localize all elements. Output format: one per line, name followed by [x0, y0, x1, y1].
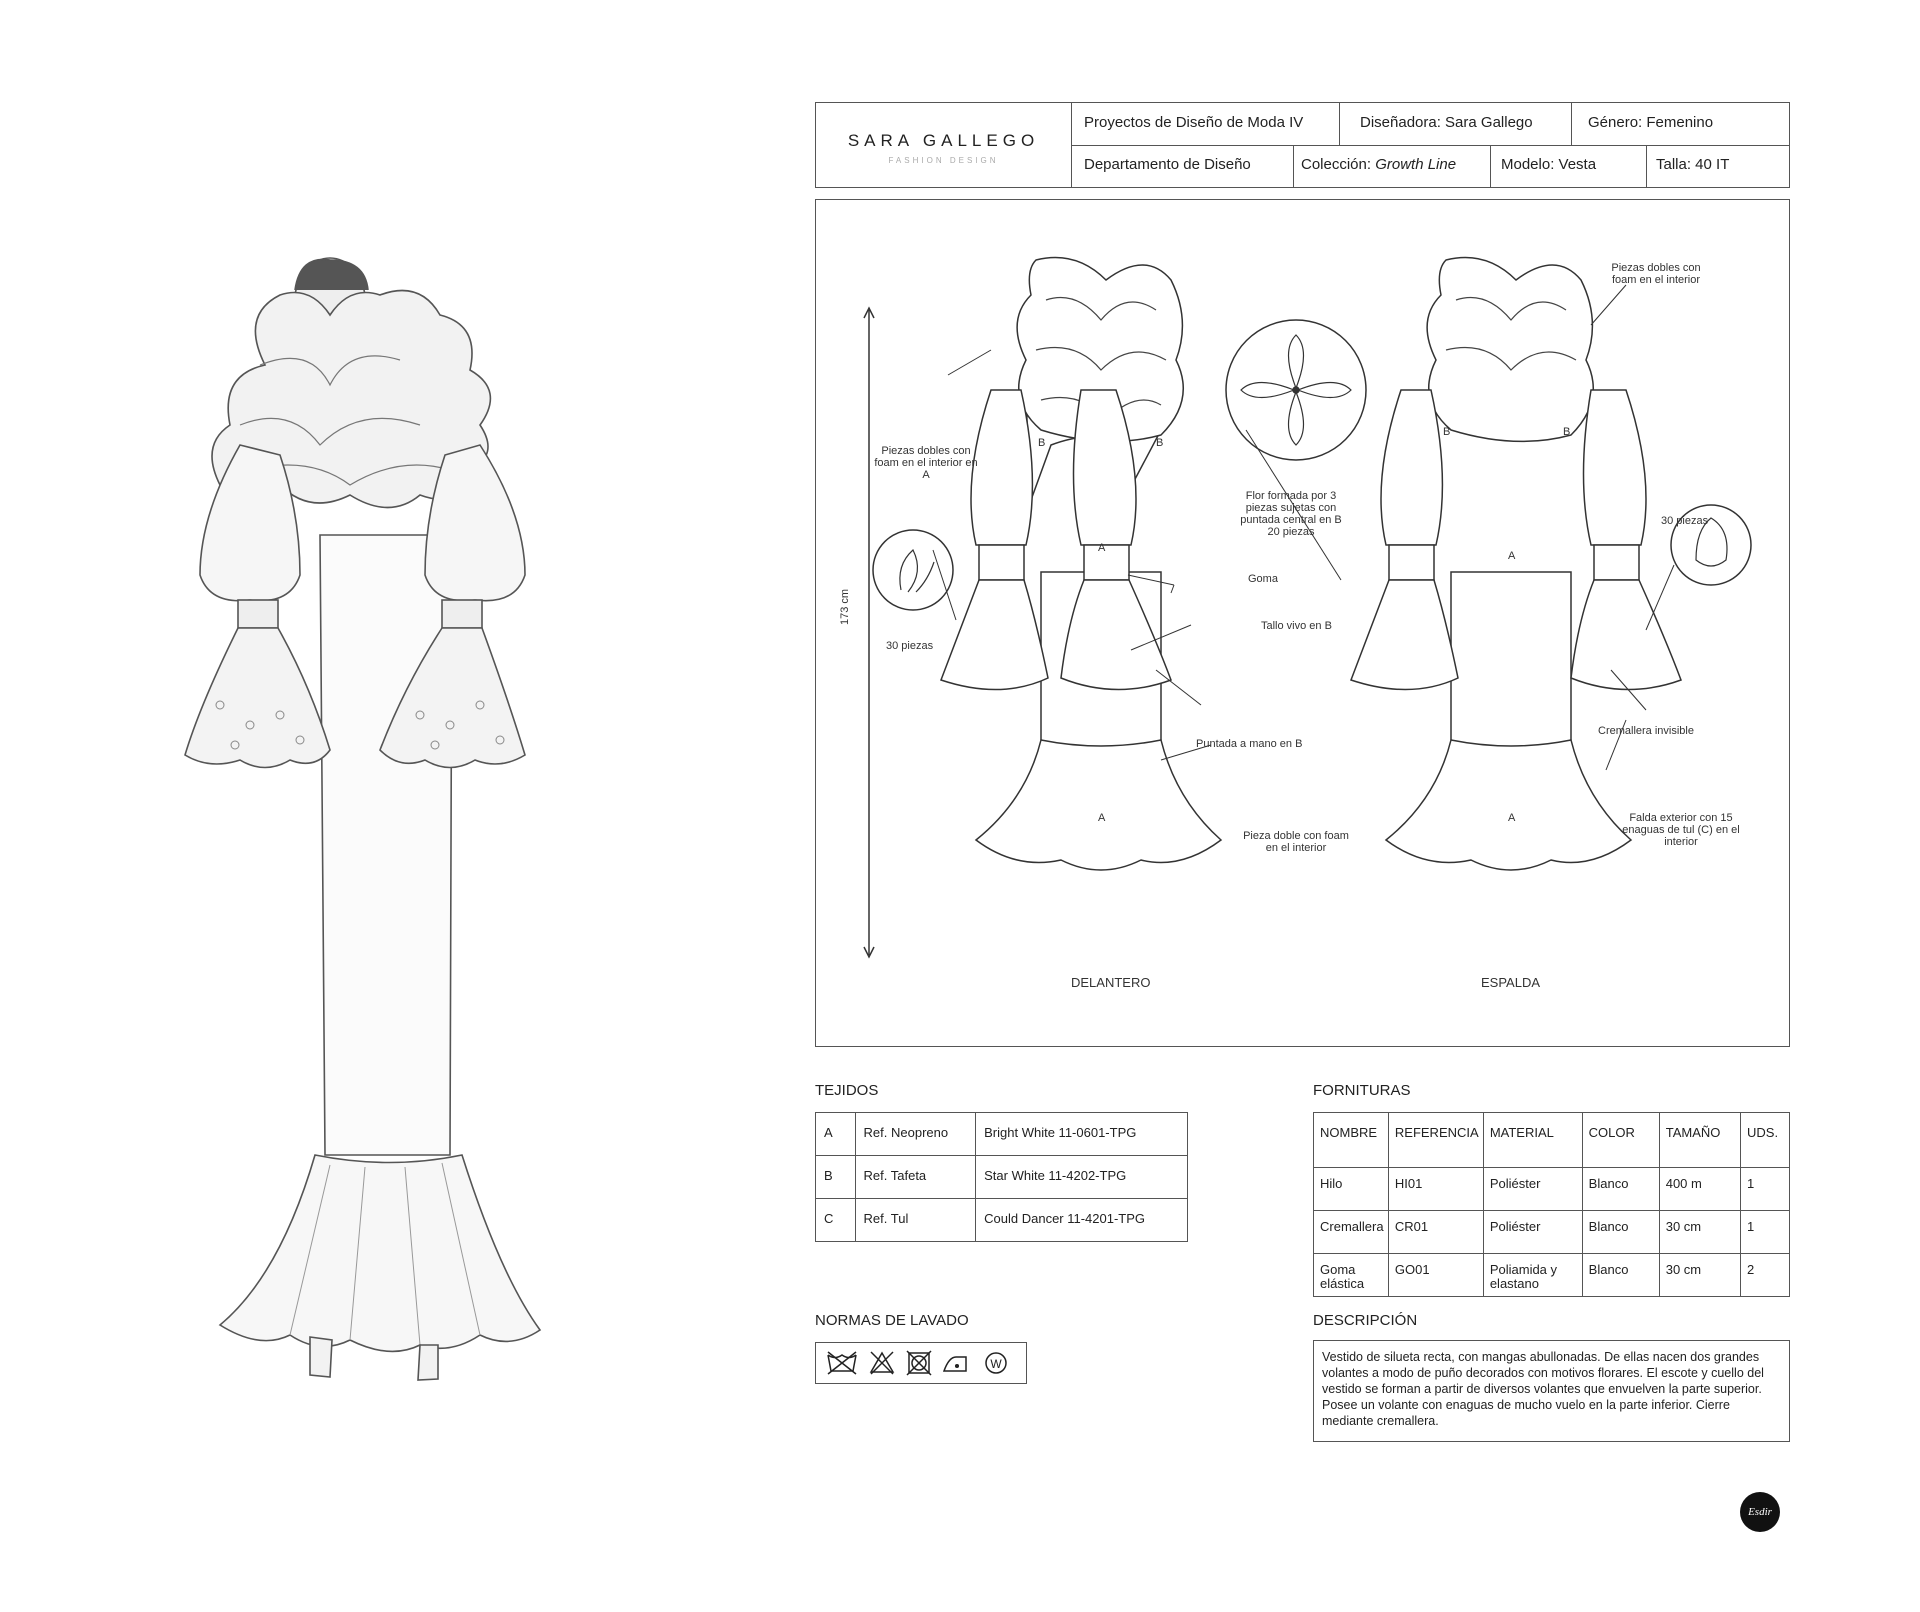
note-falda: Falda exterior con 15 enaguas de tul (C) en el interior [1622, 812, 1740, 848]
trim-name: Goma elástica [1314, 1254, 1389, 1297]
trim-units: 1 [1741, 1211, 1790, 1254]
trims-header-cell: MATERIAL [1483, 1113, 1582, 1168]
trims-header-cell: REFERENCIA [1388, 1113, 1483, 1168]
back-letter-b-right: B [1563, 426, 1571, 438]
description-text: Vestido de silueta recta, con mangas abullonadas. De ellas nacen dos grandes volantes a modo de puño decorados con motivos florares. El escote y cuello del vestido se forman a partir de diversos volantes que envuelven la parte superior. Posee un volante con enaguas de mucho vuelo en la parte inferior. Cierre mediante cremallera. [1313, 1340, 1790, 1442]
fabric-color: Bright White 11-0601-TPG [976, 1113, 1188, 1156]
brand-name: SARA GALLEGO [847, 131, 1040, 150]
note-foam-front: Piezas dobles con foam en el interior en A [874, 445, 978, 481]
trims-table [1313, 1112, 1790, 1297]
height-label: 173 cm [839, 588, 851, 625]
fabrics-title: TEJIDOS [815, 1082, 879, 1099]
note-puntada: Puntada a mano en B [1196, 738, 1303, 750]
no-bleach-icon [871, 1352, 893, 1374]
note-goma: Goma [1248, 573, 1278, 585]
fashion-illustration [180, 255, 640, 1425]
back-letter-a-skirt: A [1508, 812, 1516, 824]
note-cremallera: Cremallera invisible [1598, 725, 1694, 737]
trims-header-cell: NOMBRE [1314, 1113, 1389, 1168]
model-field: Modelo: Vesta [1501, 156, 1597, 173]
front-view-label: DELANTERO [1071, 975, 1151, 990]
trims-row [1314, 1168, 1790, 1211]
note-flower: Flor formada por 3 piezas sujetas con puntada central en B 20 piezas [1240, 490, 1342, 538]
fabric-row [816, 1156, 1188, 1199]
front-letter-a-bodice: A [1098, 542, 1106, 554]
gender-field: Género: Femenino [1588, 114, 1714, 131]
trim-name: Hilo [1314, 1168, 1389, 1211]
brand-logo [816, 103, 1072, 187]
trim-color: Blanco [1582, 1168, 1659, 1211]
designer-name: Diseñadora: Sara Gallego [1360, 114, 1533, 131]
front-letter-b-right: B [1156, 437, 1164, 449]
wash-title: NORMAS DE LAVADO [815, 1312, 969, 1329]
trim-material: Poliamida y elastano [1483, 1254, 1582, 1297]
fabric-color: Star White 11-4202-TPG [976, 1156, 1188, 1199]
trims-header-cell: COLOR [1582, 1113, 1659, 1168]
department-field: Departamento de Diseño [1084, 156, 1251, 173]
trim-size: 400 m [1659, 1168, 1740, 1211]
back-letter-a-bodice: A [1508, 550, 1516, 562]
trim-material: Poliéster [1483, 1211, 1582, 1254]
trims-header-cell: UDS. [1741, 1113, 1790, 1168]
fabric-code: B [816, 1156, 856, 1199]
low-iron-icon [944, 1357, 966, 1371]
fabric-reference: Ref. Neopreno [855, 1113, 976, 1156]
fabric-code: A [816, 1113, 856, 1156]
trim-reference: CR01 [1388, 1211, 1483, 1254]
trims-title: FORNITURAS [1313, 1082, 1411, 1099]
note-foam-back: Piezas dobles con foam en el interior [1611, 262, 1701, 286]
collection-name: Growth Line [1375, 156, 1457, 173]
spec-sheet-header [815, 102, 1790, 188]
no-wash-icon [828, 1352, 856, 1374]
front-letter-a-skirt: A [1098, 812, 1106, 824]
trim-color: Blanco [1582, 1254, 1659, 1297]
course-name: Proyectos de Diseño de Moda IV [1084, 114, 1304, 131]
technical-drawing-frame [815, 199, 1790, 1047]
trim-color: Blanco [1582, 1211, 1659, 1254]
svg-text:W: W [990, 1357, 1002, 1371]
fabric-row [816, 1113, 1188, 1156]
description-title: DESCRIPCIÓN [1313, 1312, 1418, 1329]
fabric-code: C [816, 1199, 856, 1242]
back-view-label: ESPALDA [1481, 975, 1541, 990]
fabric-reference: Ref. Tafeta [855, 1156, 976, 1199]
school-logo: Esdir [1740, 1492, 1780, 1532]
trims-row [1314, 1211, 1790, 1254]
collection-label: Colección: [1301, 156, 1376, 173]
trim-material: Poliéster [1483, 1168, 1582, 1211]
trim-reference: GO01 [1388, 1254, 1483, 1297]
trim-name: Cremallera [1314, 1211, 1389, 1254]
trims-row [1314, 1254, 1790, 1297]
front-letter-b-left: B [1038, 437, 1046, 449]
no-tumble-dry-icon [907, 1351, 931, 1375]
fabric-color: Could Dancer 11-4201-TPG [976, 1199, 1188, 1242]
brand-subtitle: FASHION DESIGN [888, 156, 999, 165]
fabric-row [816, 1199, 1188, 1242]
collection-field [1301, 156, 1456, 173]
size-field: Talla: 40 IT [1656, 156, 1730, 173]
fabrics-table [815, 1112, 1188, 1242]
note-30-pieces-right: 30 piezas [1661, 515, 1709, 527]
note-30-pieces-left: 30 piezas [886, 640, 934, 652]
wash-care-symbols [815, 1342, 1027, 1384]
note-tallo: Tallo vivo en B [1261, 620, 1332, 632]
trim-size: 30 cm [1659, 1254, 1740, 1297]
note-pieza-doble: Pieza doble con foam en el interior [1243, 830, 1349, 854]
trim-reference: HI01 [1388, 1168, 1483, 1211]
trim-units: 2 [1741, 1254, 1790, 1297]
trim-size: 30 cm [1659, 1211, 1740, 1254]
trim-units: 1 [1741, 1168, 1790, 1211]
fabric-reference: Ref. Tul [855, 1199, 976, 1242]
trims-header-cell: TAMAÑO [1659, 1113, 1740, 1168]
back-letter-b-left: B [1443, 426, 1451, 438]
